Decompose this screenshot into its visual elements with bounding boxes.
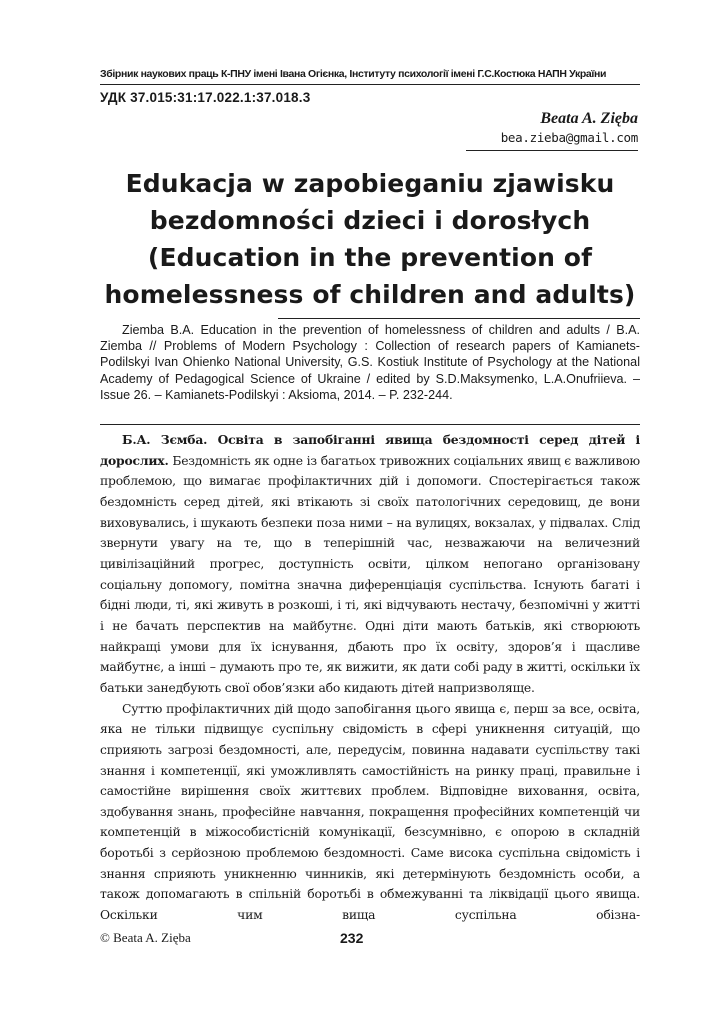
udc-code: УДК 37.015:31:17.022.1:37.018.3 (100, 90, 311, 105)
abstract-paragraph-text: Бездомність як одне із багатьох тривожних соціальних явищ є важливою проблемою, що вимагає профілактичних дій і допомоги. Спостерігається також бездомність серед дітей, які втікають зі своїх патологічних середовищ, де вони виховувались, і шукають безпеки поза ними – на вулицях, вокзалах, у підвалах. Слід звернути увагу на те, що в теперішній час, незважаючи на величезний цивілізаційний прогрес, доступність освіти, цілком непогано організовану соціальну допомогу, помітна значна диференціація суспільства. Існують багаті і бідні люди, ті, які живуть в розкоші, і ті, які відчувають нестачу, безпомічні у житті і не бачать перспектив на майбутнє. Одні діти мають батьків, які створюють найкращі умови для їх існування, дбають про їх освіту, здоров’я і щасливе майбутнє, а інші – думають про те, як вижити, як дати собі раду в житті, оскільки їх батьки занедбують свої обов’язки або кидають дітей напризволяще. (100, 453, 640, 695)
journal-header: Збірник наукових праць К-ПНУ імені Івана Огієнка, Інституту психології імені Г.С.Костюка НАПН України (100, 68, 607, 80)
abstract-lead: Б.А. Зємба. Освіта в запобіганні явища бездомності серед дітей і дорослих. (100, 432, 640, 468)
author-email: bea.zieba@gmail.com (500, 130, 638, 145)
abstract-body (100, 430, 640, 926)
abstract-paragraph (100, 430, 640, 699)
header-divider (100, 84, 640, 85)
citation-divider (278, 318, 640, 319)
abstract-paragraph: Суттю профілактичних дій щодо запобігання цього явища є, перш за все, освіта, яка не тільки підвищує суспільну свідомість в сфері уникнення ситуацій, що сприяють загрозі бездомності, але, передусім, повинна надавати суспільству такі знання і компетенції, які уможливлять самостійність на ринку праці, правильне і самостійне вирішення своїх життєвих проблем. Відповідне виховання, освіта, здобування знань, професійне навчання, покращення професійних компетенцій чи компетенцій в міжособистісній комунікації, безсумнівно, є опорою в складній боротьбі з серйозною проблемою бездомності. Саме висока суспільна свідомість і знання сприяють уникненню чинників, які детермінують бездомність особи, а також допомагають в спільній боротьбі в обмежуванні та ліквідації цього явища. Оскільки чим вища суспільна обізна- (100, 701, 640, 923)
citation-block: Ziemba B.A. Education in the prevention of homelessness of children and adults / B.A. Ziemba // Problems of Modern Psychology : Collection of research papers of Kamianets-Podilskyi Ivan Ohienko National University, G.S. Kostiuk Institute of Psychology at the National Academy of Pedagogical Science of Ukraine / edited by S.D.Maksymenko, L.A.Onufriieva. – Issue 26. – Kamianets-Podilskyi : Aksioma, 2014. – P. 232-244. (100, 323, 640, 402)
copyright-notice: © Beata A. Zięba (100, 930, 191, 945)
title-line: homelessness of children and adults) (104, 280, 636, 309)
email-underline (466, 150, 638, 151)
title-line: Edukacja w zapobieganiu zjawisku (125, 169, 615, 198)
page-number: 232 (340, 930, 364, 946)
abstract-divider (100, 424, 640, 425)
author-name: Beata A. Zięba (540, 110, 638, 127)
article-title (100, 165, 640, 313)
title-line: (Education in the prevention of (147, 243, 593, 272)
title-line: bezdomności dzieci i dorosłych (149, 206, 591, 235)
